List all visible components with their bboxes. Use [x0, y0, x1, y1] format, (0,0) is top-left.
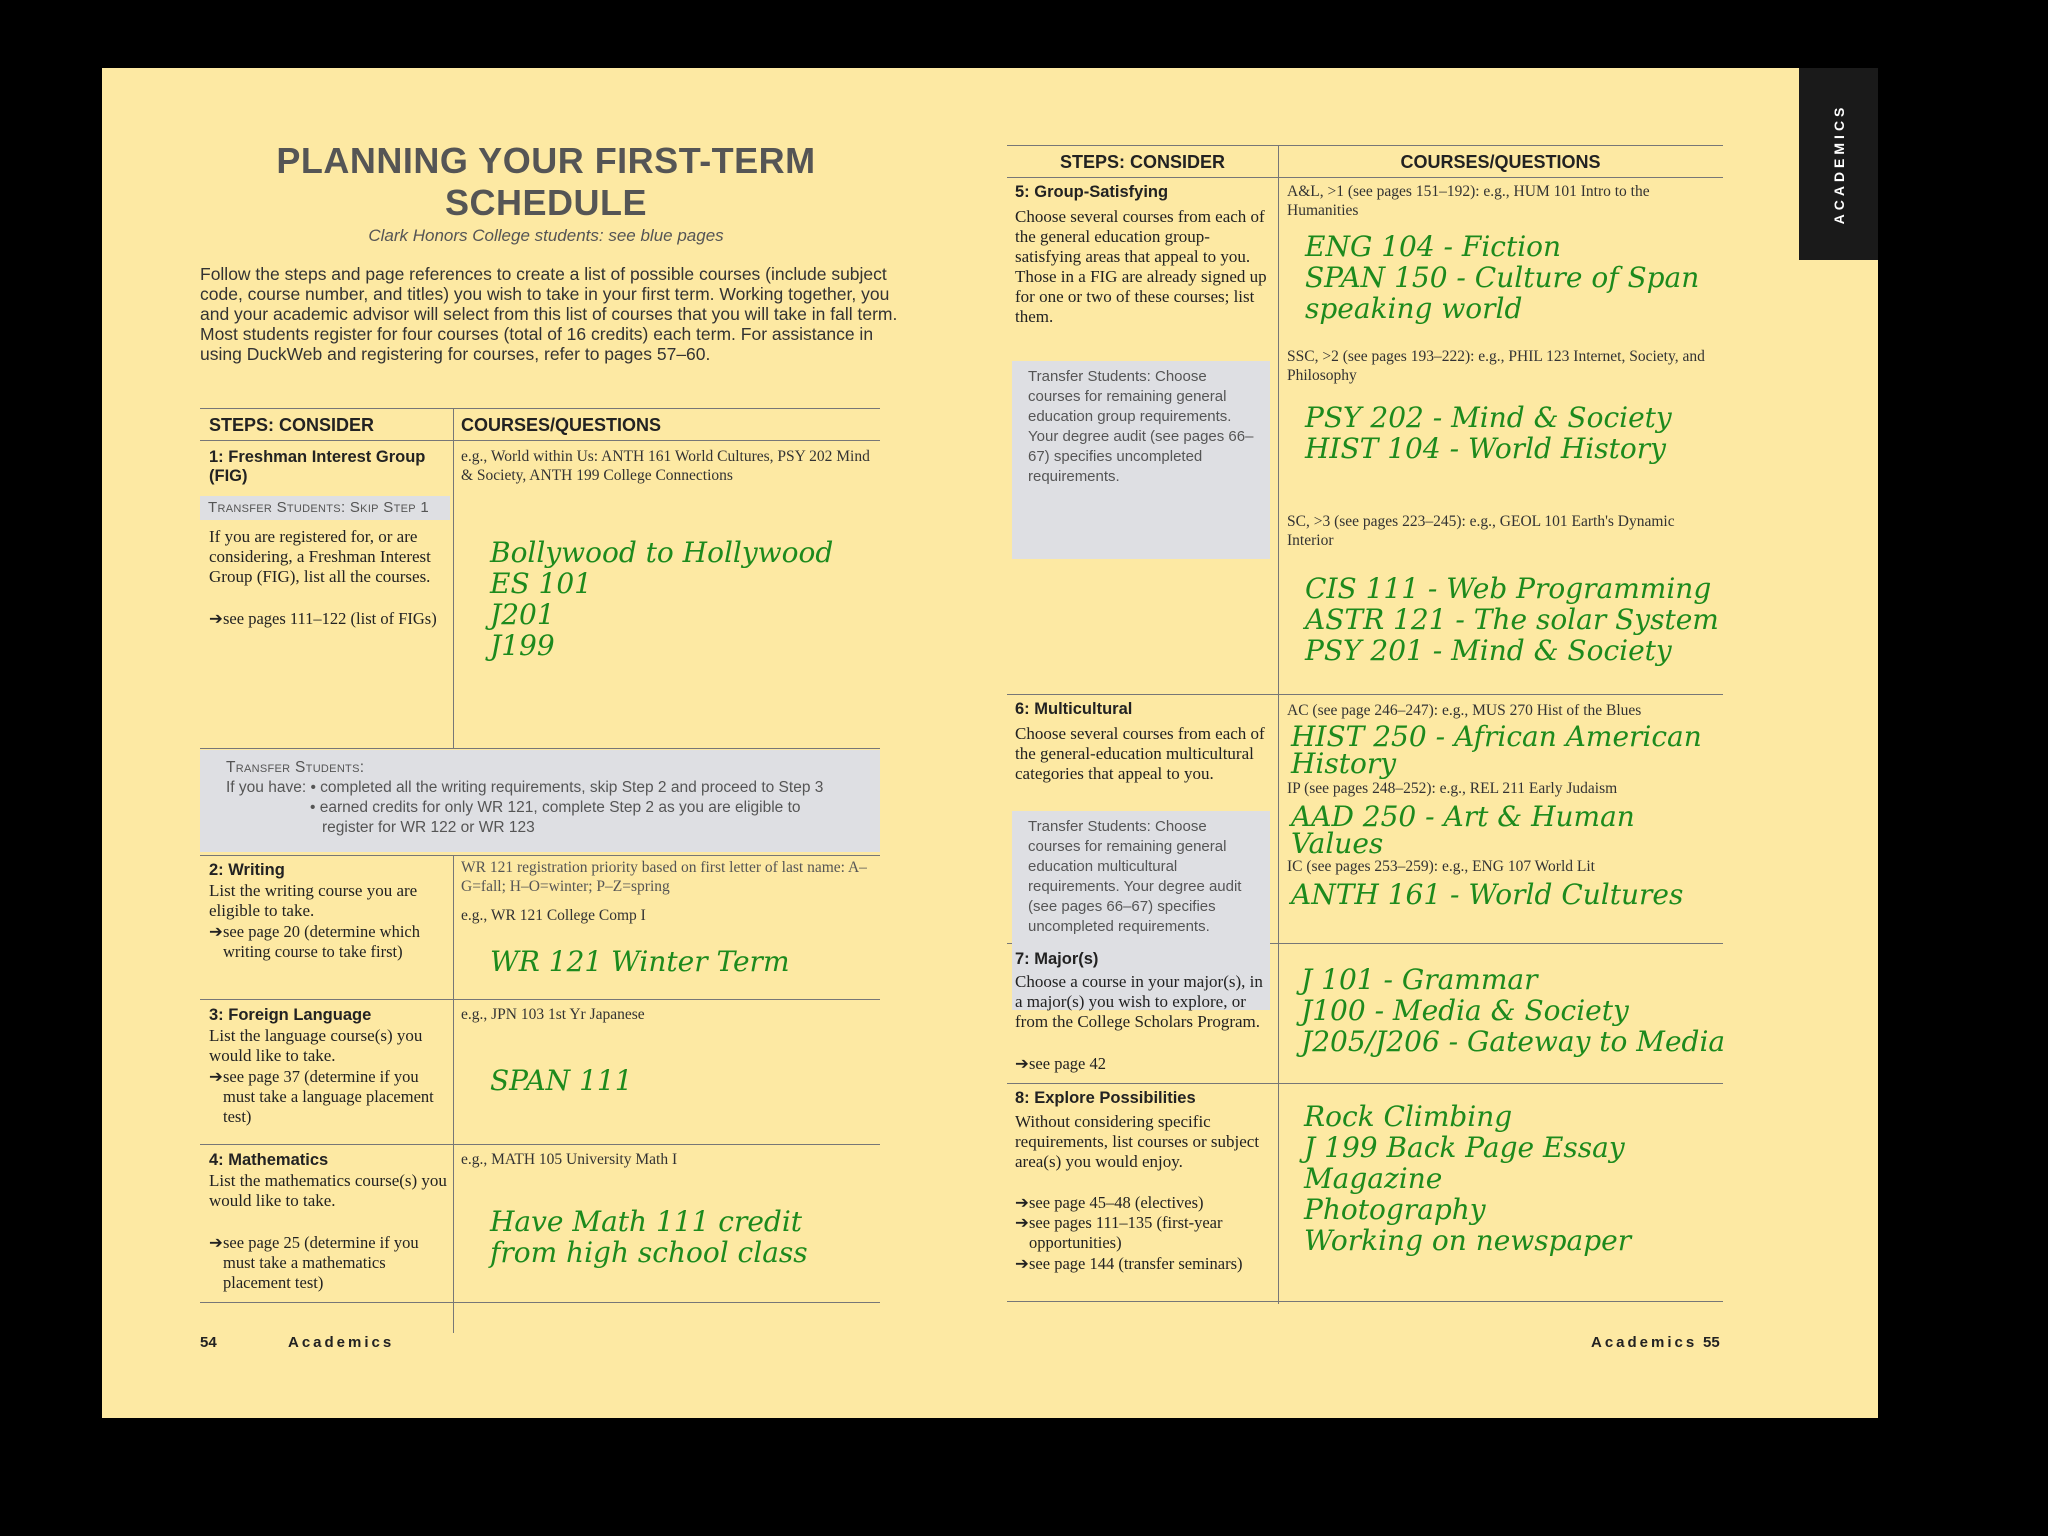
step8-desc: Without considering specific requirements, list courses or subject area(s) you would enjoy. — [1015, 1112, 1260, 1171]
step5-sc-hand-1: CIS 111 - Web Programming — [1305, 572, 1712, 605]
step6-ic: IC (see pages 253–259): e.g., ENG 107 World Lit — [1287, 858, 1595, 875]
step2-note: WR 121 registration priority based on first letter of last name: A–G=fall; H–O=winter; P–Z=spring — [461, 859, 867, 895]
footer-page-number: 55 — [1703, 1334, 1720, 1351]
intro-paragraph: Follow the steps and page references to create a list of possible courses (include subject code, course number, and titles) you wish to take in your first term. Working together, you and your academic advisor will select from this list of courses that you will take in fall term. Most students register for four courses (total of 16 credits) each term. For assistance in using DuckWeb and registering for courses, refer to pages 57–60. — [200, 264, 898, 364]
transfer-box-item1: • completed all the writing requirements, skip Step 2 and proceed to Step 3 — [310, 779, 824, 796]
step2-title: 2: Writing — [209, 861, 285, 879]
col-header-courses: COURSES/QUESTIONS — [461, 415, 662, 435]
step8-ref3-text: see page 144 (transfer seminars) — [1029, 1254, 1243, 1273]
arrow-icon: ➔ — [209, 1067, 223, 1086]
col-header-courses: COURSES/QUESTIONS — [1400, 152, 1601, 172]
step1-title: 1: Freshman Interest Group (FIG) — [209, 448, 426, 485]
arrow-icon: ➔ — [1015, 1254, 1029, 1273]
step8-hand-2: J 199 Back Page Essay — [1304, 1131, 1625, 1164]
step1-example: e.g., World within Us: ANTH 161 World Cultures, PSY 202 Mind & Society, ANTH 199 College Connections — [461, 448, 870, 484]
step1-desc: If you are registered for, or are considering, a Freshman Interest Group (FIG), list all the courses. — [209, 527, 431, 586]
step4-desc: List the mathematics course(s) you would like to take. — [209, 1171, 447, 1210]
step7-title: 7: Major(s) — [1015, 950, 1099, 968]
column-divider — [453, 408, 454, 748]
step3-example: e.g., JPN 103 1st Yr Japanese — [461, 1006, 645, 1023]
row-rule — [1007, 1083, 1723, 1084]
footer-section: Academics — [1591, 1334, 1698, 1351]
step7-ref-text: see page 42 — [1029, 1054, 1106, 1073]
step2-ref — [209, 922, 439, 962]
step6-ac-hand-1: HIST 250 - African American — [1291, 720, 1702, 753]
step7-desc: Choose a course in your major(s), in a major(s) you wish to explore, or from the College Scholars Program. — [1015, 972, 1263, 1031]
step3-desc: List the language course(s) you would like to take. — [209, 1026, 423, 1065]
column-divider — [453, 855, 454, 1333]
step2-desc: List the writing course you are eligible to take. — [209, 881, 418, 920]
step5-ssc: SSC, >2 (see pages 193–222): e.g., PHIL 123 Internet, Society, and Philosophy — [1287, 348, 1705, 384]
page-title: PLANNING YOUR FIRST-TERM SCHEDULE — [276, 140, 816, 223]
footer-page-number: 54 — [200, 1334, 217, 1351]
step5-sc-hand-2: ASTR 121 - The solar System — [1305, 603, 1719, 636]
step8-ref1-text: see page 45–48 (electives) — [1029, 1193, 1204, 1212]
step6-desc: Choose several courses from each of the general-education multicultural categories that appeal to you. — [1015, 724, 1265, 783]
step1-handwriting-4: J199 — [490, 629, 555, 662]
transfer-box-prefix: If you have: — [226, 779, 307, 796]
step2-example: e.g., WR 121 College Comp I — [461, 907, 646, 924]
step3-handwriting: SPAN 111 — [490, 1064, 633, 1097]
book-spread — [102, 68, 1878, 1418]
step6-ac-hand-2: History — [1291, 747, 1397, 780]
step5-desc: Choose several courses from each of the general education group-satisfying areas that appeal to you. Those in a FIG are already signed up for one or two of these courses; list them. — [1015, 207, 1267, 326]
step5-al-hand-1: ENG 104 - Fiction — [1305, 230, 1562, 263]
page-subtitle: Clark Honors College students: see blue pages — [368, 226, 724, 245]
transfer-students-box — [200, 750, 880, 852]
step6-ic-hand: ANTH 161 - World Cultures — [1291, 878, 1684, 911]
footer-section: Academics — [288, 1334, 395, 1351]
step3-ref-text: see page 37 (determine if you must take a language placement test) — [223, 1067, 434, 1126]
step5-al: A&L, >1 (see pages 151–192): e.g., HUM 101 Intro to the Humanities — [1287, 183, 1650, 219]
step1-handwriting-3: J201 — [490, 598, 555, 631]
row-rule — [200, 999, 880, 1000]
step1-handwriting-2: ES 101 — [490, 567, 592, 600]
table-bottom-rule — [200, 1302, 880, 1303]
step4-handwriting-2: from high school class — [490, 1236, 808, 1269]
step1-ref-text: see pages 111–122 (list of FIGs) — [223, 609, 437, 628]
step6-ip-hand-1: AAD 250 - Art & Human — [1291, 800, 1635, 833]
header-rule — [1007, 177, 1723, 178]
step1-transfer-note — [200, 496, 450, 520]
table-top-rule — [1007, 145, 1723, 146]
step4-ref-text: see page 25 (determine if you must take a mathematics placement test) — [223, 1233, 419, 1292]
step3-ref — [209, 1067, 439, 1127]
step1-handwriting-1: Bollywood to Hollywood — [490, 536, 834, 569]
header-rule — [200, 440, 880, 441]
step6-ip: IP (see pages 248–252): e.g., REL 211 Early Judaism — [1287, 780, 1618, 797]
step5-transfer-note — [1012, 361, 1270, 559]
column-divider — [1278, 145, 1279, 1304]
step5-al-hand-2: SPAN 150 - Culture of Span — [1305, 261, 1700, 294]
step5-ssc-hand-1: PSY 202 - Mind & Society — [1305, 401, 1672, 434]
arrow-icon: ➔ — [209, 922, 223, 941]
col-header-steps: STEPS: CONSIDER — [1059, 152, 1226, 172]
step6-ip-hand-2: Values — [1291, 827, 1384, 860]
step4-title: 4: Mathematics — [209, 1151, 329, 1169]
step5-title: 5: Group-Satisfying — [1015, 183, 1169, 201]
step8-ref3 — [1015, 1254, 1245, 1274]
step5-sc-hand-3: PSY 201 - Mind & Society — [1305, 634, 1672, 667]
transfer-box-line3: register for WR 122 or WR 123 — [322, 819, 535, 836]
arrow-icon: ➔ — [1015, 1213, 1029, 1232]
step1-ref — [209, 609, 449, 629]
section-tab-text: ACADEMICS — [1830, 103, 1847, 225]
right-page — [990, 68, 1878, 1418]
step6-transfer-text: Transfer Students: Choose courses for remaining general education multicultural requirements. Your degree audit (see pages 66–67) specifies uncompleted requirements. — [1028, 818, 1242, 935]
row-rule — [1007, 694, 1723, 695]
step6-title: 6: Multicultural — [1015, 700, 1133, 718]
step4-handwriting-1: Have Math 111 credit — [490, 1205, 803, 1238]
step7-hand-1: J 101 - Grammar — [1301, 963, 1538, 996]
row-rule — [200, 1144, 880, 1145]
step7-hand-2: J100 - Media & Society — [1301, 994, 1629, 1027]
step2-ref-text: see page 20 (determine which writing course to take first) — [223, 922, 421, 961]
row-rule — [200, 855, 880, 856]
transfer-box-line1 — [226, 778, 854, 798]
table-bottom-rule — [1007, 1301, 1723, 1302]
step7-ref — [1015, 1054, 1265, 1074]
step6-ac: AC (see page 246–247): e.g., MUS 270 Hist of the Blues — [1287, 702, 1642, 719]
arrow-icon: ➔ — [209, 1233, 223, 1252]
arrow-icon: ➔ — [1015, 1054, 1029, 1073]
step2-handwriting: WR 121 Winter Term — [490, 945, 790, 978]
step1-transfer-text: Transfer Students: Skip Step 1 — [208, 499, 429, 516]
step8-hand-4: Photography — [1304, 1193, 1486, 1226]
row-rule — [200, 748, 880, 749]
transfer-box-label: Transfer Students: — [226, 759, 365, 776]
step4-ref — [209, 1233, 439, 1293]
step8-hand-5: Working on newspaper — [1304, 1224, 1632, 1257]
step5-al-hand-3: speaking world — [1305, 292, 1523, 325]
step5-transfer-text: Transfer Students: Choose courses for remaining general education group requirements. Your degree audit (see pages 66–67) specifies uncompleted requirements. — [1028, 368, 1254, 485]
step4-example: e.g., MATH 105 University Math I — [461, 1151, 678, 1168]
step8-hand-1: Rock Climbing — [1304, 1100, 1513, 1133]
table-top-rule — [200, 408, 880, 409]
step5-ssc-hand-2: HIST 104 - World History — [1305, 432, 1666, 465]
arrow-icon: ➔ — [209, 609, 223, 628]
col-header-steps: STEPS: CONSIDER — [209, 415, 375, 435]
step8-ref1 — [1015, 1193, 1265, 1213]
step7-hand-3: J205/J206 - Gateway to Media — [1301, 1025, 1726, 1058]
left-page — [102, 68, 990, 1418]
step8-ref2-text: see pages 111–135 (first-year opportunities) — [1029, 1213, 1223, 1252]
step5-sc: SC, >3 (see pages 223–245): e.g., GEOL 101 Earth's Dynamic Interior — [1287, 513, 1675, 549]
step8-ref2 — [1015, 1213, 1245, 1253]
step8-title: 8: Explore Possibilities — [1015, 1089, 1196, 1107]
transfer-box-line2: • earned credits for only WR 121, complete Step 2 as you are eligible to — [310, 799, 801, 816]
arrow-icon: ➔ — [1015, 1193, 1029, 1212]
step8-hand-3: Magazine — [1304, 1162, 1443, 1195]
step3-title: 3: Foreign Language — [209, 1006, 372, 1024]
